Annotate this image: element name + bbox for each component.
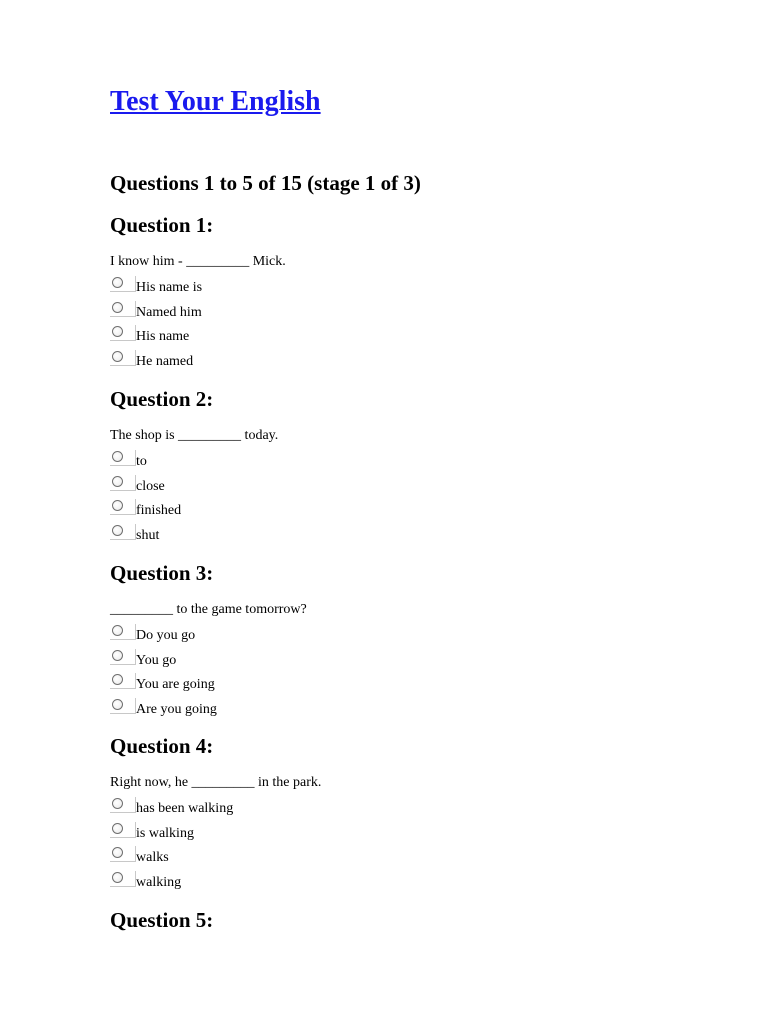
radio-button-icon[interactable] [110,624,136,640]
question-prompt: The shop is _________ today. [110,428,279,443]
question-1 [110,211,710,373]
radio-button-icon[interactable] [110,698,136,714]
answer-label: Do you go [136,628,196,643]
question-heading: Question 4: [110,734,214,758]
radio-button-icon[interactable] [110,350,136,366]
answer-option[interactable] [110,845,710,870]
answer-option[interactable] [110,300,710,325]
answer-label: to [136,454,147,469]
answer-option[interactable] [110,796,710,821]
answer-option[interactable] [110,498,710,523]
stage-subtitle: Questions 1 to 5 of 15 (stage 1 of 3) [110,171,421,195]
radio-button-icon[interactable] [110,871,136,887]
answer-option[interactable] [110,275,710,300]
answer-options [110,796,710,894]
answer-label: His name [136,329,190,344]
radio-button-icon[interactable] [110,673,136,689]
question-heading: Question 1: [110,213,214,237]
question-3 [110,559,710,721]
answer-options [110,623,710,721]
question-prompt: _________ to the game tomorrow? [110,602,307,617]
answer-option[interactable] [110,449,710,474]
question-4 [110,732,710,894]
answer-label: close [136,478,165,494]
radio-button-icon[interactable] [110,450,136,466]
question-5 [110,906,710,934]
test-your-english-link[interactable]: Test Your English [110,86,321,117]
answer-option[interactable] [110,821,710,846]
answer-option[interactable] [110,324,710,349]
answer-label: walks [136,850,169,865]
radio-button-icon[interactable] [110,276,136,292]
answer-option[interactable] [110,623,710,648]
answer-label: walking [136,874,182,890]
question-prompt: Right now, he _________ in the park. [110,775,322,790]
radio-button-icon[interactable] [110,649,136,665]
question-heading: Question 3: [110,561,214,585]
answer-label: You go [136,652,177,668]
radio-button-icon[interactable] [110,499,136,515]
answer-label: finished [136,503,182,518]
answer-option[interactable] [110,648,710,673]
answer-label: You are going [136,677,215,692]
answer-label: He named [136,353,194,369]
answer-label: has been walking [136,801,234,816]
answer-option[interactable] [110,697,710,722]
answer-option[interactable] [110,349,710,374]
radio-button-icon[interactable] [110,846,136,862]
answer-option[interactable] [110,672,710,697]
answer-label: shut [136,527,160,543]
answer-label: His name is [136,280,203,295]
question-2 [110,385,710,547]
answer-option[interactable] [110,870,710,895]
radio-button-icon[interactable] [110,822,136,838]
answer-label: Are you going [136,701,217,717]
question-prompt: I know him - _________ Mick. [110,254,286,269]
answer-option[interactable] [110,523,710,548]
answer-label: is walking [136,825,194,841]
answer-option[interactable] [110,474,710,499]
radio-button-icon[interactable] [110,475,136,491]
question-heading: Question 5: [110,908,214,932]
radio-button-icon[interactable] [110,325,136,341]
radio-button-icon[interactable] [110,301,136,317]
radio-button-icon[interactable] [110,797,136,813]
question-heading: Question 2: [110,387,214,411]
answer-options [110,275,710,373]
answer-label: Named him [136,304,202,320]
radio-button-icon[interactable] [110,524,136,540]
answer-options [110,449,710,547]
